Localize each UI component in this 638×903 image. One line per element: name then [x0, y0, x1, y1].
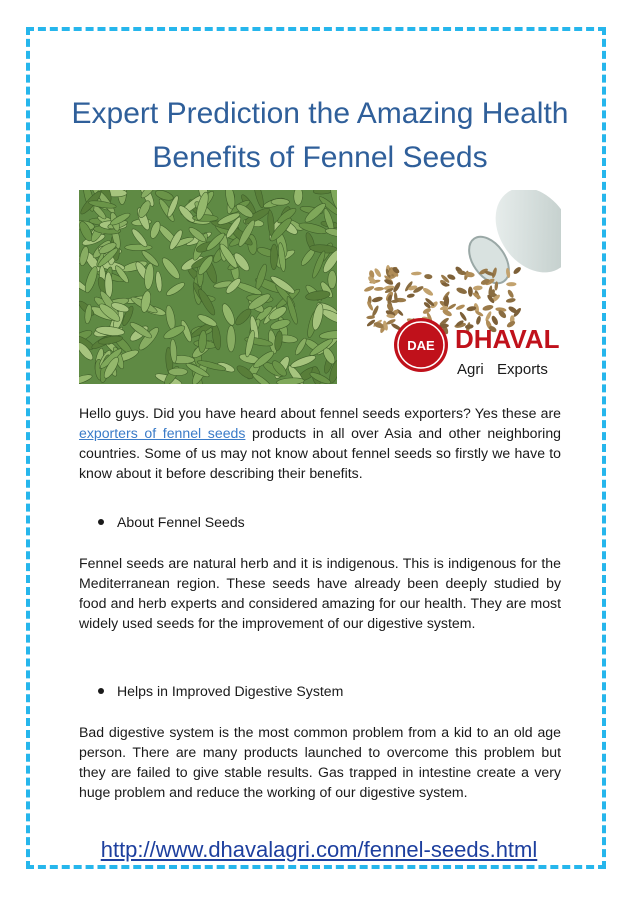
section2-body: Bad digestive system is the most common problem from a kid to an old age person. There are many products launched to overcome this problem but they are failed to give stable results. Gas trapped in intestine create a very huge problem and reduce the working of our digestive system.	[79, 724, 561, 800]
dhaval-agri-exports-logo	[394, 318, 560, 378]
bullet-about-fennel-seeds	[98, 512, 245, 532]
fennel-seeds-photo	[79, 190, 561, 384]
intro-text-2: products in all over Asia and other neighboring countries. Some of us may not know about fennel seeds so firstly we have to know about it before describing their benefits.	[79, 425, 561, 481]
footer-url-link[interactable]: http://www.dhavalagri.com/fennel-seeds.html	[100, 837, 538, 862]
intro-text-1: Hello guys. Did you have heard about fennel seeds exporters? Yes these are	[79, 405, 561, 421]
logo-mark: DAE	[407, 338, 435, 353]
section2-heading: Helps in Improved Digestive System	[117, 683, 344, 699]
intro-paragraph	[79, 403, 561, 483]
exporters-link[interactable]: exporters of fennel seeds	[79, 425, 246, 441]
page-title: Expert Prediction the Amazing Health Benefits of Fennel Seeds	[71, 97, 569, 174]
section1-paragraph	[79, 553, 561, 633]
bullet-icon	[98, 519, 104, 525]
logo-brand: DHAVAL	[455, 324, 560, 354]
logo-sub-agri: Agri	[457, 361, 484, 378]
section1-heading: About Fennel Seeds	[117, 514, 245, 530]
section2-paragraph	[79, 722, 561, 802]
section1-body: Fennel seeds are natural herb and it is indigenous. This is indigenous for the Mediterranean region. These seeds have already been deeply studied by food and herb experts and considered amazing for our health. They are most widely used seeds for the improvement of our digestive system.	[79, 555, 561, 631]
logo-sub-exports: Exports	[497, 361, 548, 378]
bullet-digestive-system	[98, 681, 343, 701]
bullet-icon	[98, 688, 104, 694]
hero-image	[79, 190, 561, 384]
